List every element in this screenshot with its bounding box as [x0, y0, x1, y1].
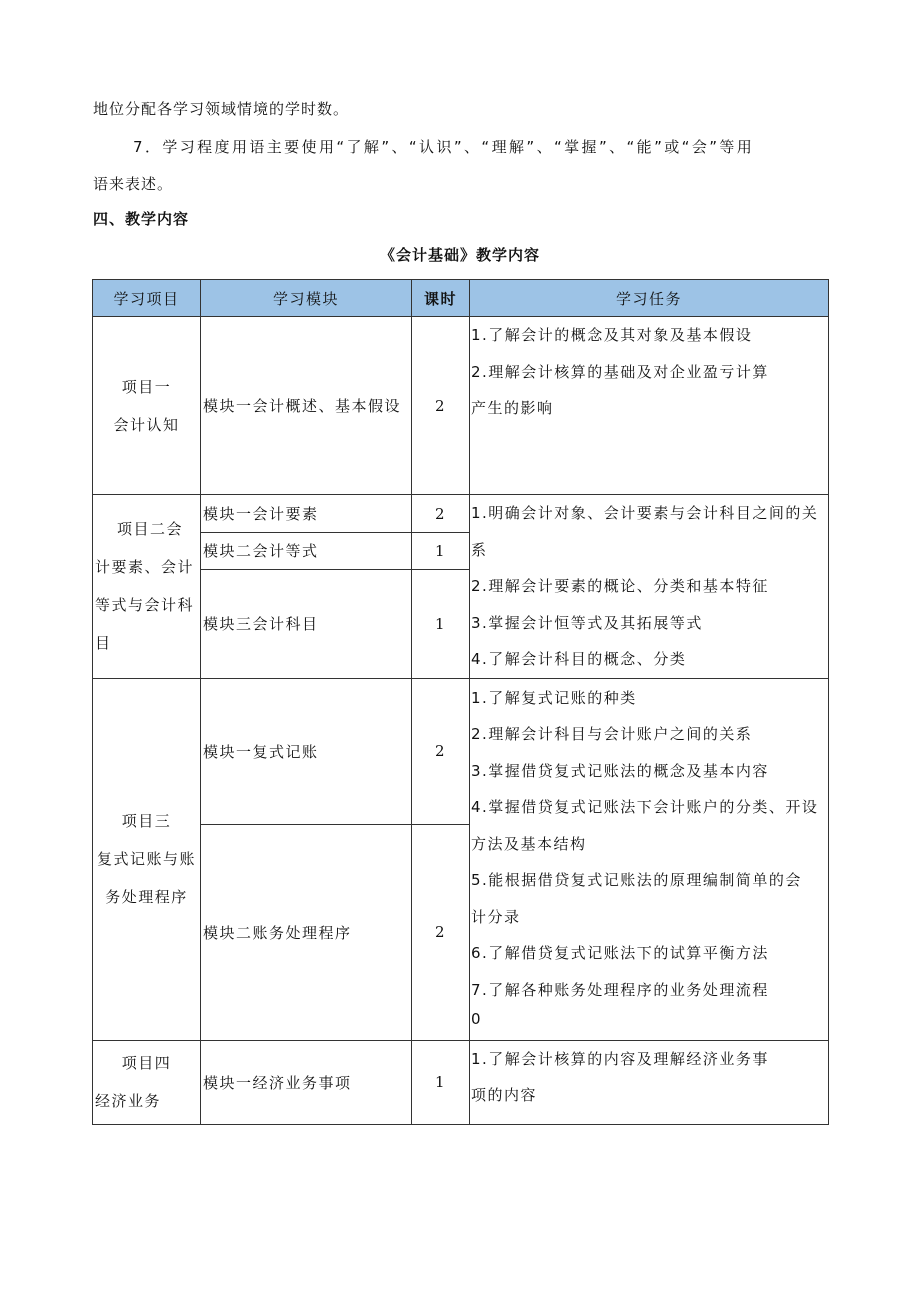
- task-line: 6.了解借贷复式记账法下的试算平衡方法: [471, 944, 769, 962]
- table-row: [93, 317, 829, 495]
- hours-cell: 2: [412, 317, 470, 495]
- project-cell: [93, 678, 201, 1040]
- header-hours: 课时: [412, 280, 470, 317]
- header-tasks: 学习任务: [470, 280, 829, 317]
- project-name-line: 目: [95, 634, 112, 653]
- module-cell: 模块三会计科目: [201, 569, 412, 678]
- project-name-line: 项目一: [121, 377, 172, 396]
- hours-cell: 2: [412, 824, 470, 1040]
- project-name-line: 项目四: [121, 1054, 172, 1072]
- project-name-line: 务处理程序: [105, 888, 188, 906]
- table-row: [93, 1040, 829, 1124]
- project-cell: [93, 495, 201, 679]
- project-name-line: 项目三: [121, 812, 172, 830]
- tasks-cell: [470, 495, 829, 679]
- project-name-line: 经济业务: [95, 1092, 162, 1110]
- tasks-cell: [470, 317, 829, 495]
- module-cell: 模块二会计等式: [201, 533, 412, 569]
- hours-cell: 1: [412, 533, 470, 569]
- task-line: 4.了解会计科目的概念、分类: [471, 650, 687, 668]
- tasks-cell: [470, 1040, 829, 1124]
- task-line: 产生的影响: [471, 399, 554, 417]
- table-row: [93, 495, 829, 533]
- project-cell: [93, 317, 201, 495]
- task-line: 方法及基本结构: [471, 834, 587, 853]
- project-name-line: 项目二会: [117, 520, 184, 539]
- task-line: 2.理解会计科目与会计账户之间的关系: [471, 725, 753, 743]
- project-cell: [93, 1040, 201, 1124]
- teaching-content-table: [92, 279, 829, 1125]
- hours-cell: 2: [412, 678, 470, 824]
- task-line: 1.了解复式记账的种类: [471, 688, 637, 707]
- module-cell: 模块二账务处理程序: [201, 824, 412, 1040]
- task-line: 2.理解会计核算的基础及对企业盈亏计算: [471, 362, 769, 381]
- task-line: 5.能根据借贷复式记账法的原理编制简单的会: [471, 871, 802, 889]
- module-cell: 模块一经济业务事项: [201, 1040, 412, 1124]
- hours-cell: 1: [412, 569, 470, 678]
- project-name-line: 等式与会计科: [95, 596, 195, 615]
- project-name-line: 复式记账与账: [96, 850, 196, 868]
- paragraph-line-3: 语来表述。: [93, 175, 174, 193]
- table-header-row: [93, 280, 829, 317]
- task-line: 项的内容: [471, 1086, 538, 1104]
- task-line: 3.掌握借贷复式记账法的概念及基本内容: [471, 761, 769, 780]
- header-project: 学习项目: [93, 280, 201, 317]
- module-cell: 模块一会计概述、基本假设: [201, 317, 412, 495]
- task-line: 3.掌握会计恒等式及其拓展等式: [471, 613, 703, 632]
- hours-cell: 2: [412, 495, 470, 533]
- task-line: 2.理解会计要素的概论、分类和基本特征: [471, 577, 769, 595]
- paragraph-line-2: 7．学习程度用语主要使用“了解”、“认识”、“理解”、“掌握”、“能”或“会”等用: [133, 138, 755, 156]
- hours-cell: 1: [412, 1040, 470, 1124]
- project-name-line: 会计认知: [113, 415, 180, 434]
- task-line: 4.掌握借贷复式记账法下会计账户的分类、开设: [471, 798, 819, 816]
- task-line: 0: [471, 1010, 483, 1028]
- project-name-line: 计要素、会计: [95, 558, 195, 577]
- paragraph-line-1: 地位分配各学习领域情境的学时数。: [93, 100, 350, 118]
- task-line: 7.了解各种账务处理程序的业务处理流程: [471, 980, 769, 999]
- task-line: 1.了解会计核算的内容及理解经济业务事: [471, 1049, 769, 1068]
- header-module: 学习模块: [201, 280, 412, 317]
- task-line: 系: [471, 540, 488, 559]
- task-line: 1.了解会计的概念及其对象及基本假设: [471, 326, 753, 344]
- task-line: 1.明确会计对象、会计要素与会计科目之间的关: [471, 504, 819, 522]
- section-heading: 四、教学内容: [93, 210, 190, 228]
- tasks-cell: [470, 678, 829, 1040]
- module-cell: 模块一会计要素: [201, 495, 412, 533]
- task-line: 计分录: [471, 907, 521, 926]
- table-caption: 《会计基础》教学内容: [379, 246, 540, 264]
- table-row: [93, 678, 829, 824]
- module-cell: 模块一复式记账: [201, 678, 412, 824]
